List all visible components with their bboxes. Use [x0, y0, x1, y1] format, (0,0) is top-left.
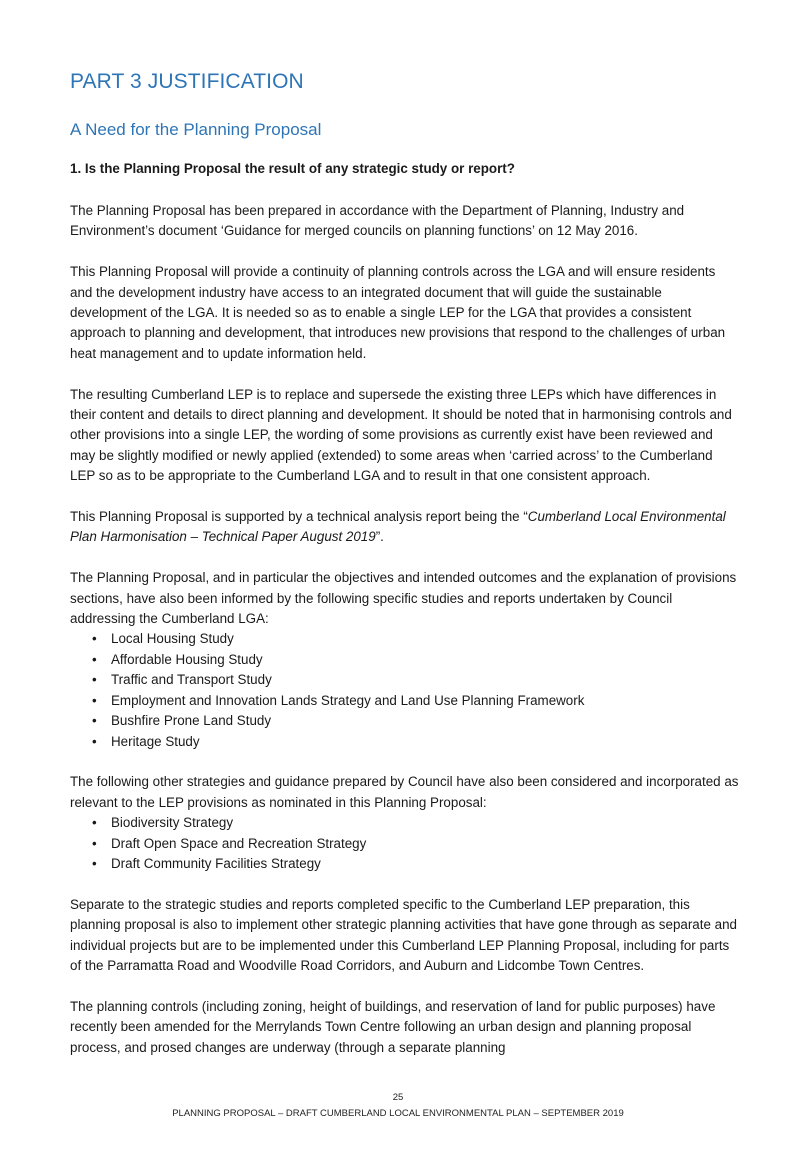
bullet-icon: • [92, 815, 97, 831]
technical-paper-title: Cumberland Local Environmental Plan Harmonisation – Technical Paper August 2019 [70, 509, 726, 545]
list-item [70, 711, 740, 731]
paragraph-1: The Planning Proposal has been prepared in accordance with the Department of Planning, Industry and Environment’s document ‘Guidance for merged councils on planning functions’ on 12 May 2016. [70, 203, 685, 239]
list-item [70, 732, 740, 752]
list-item-text: Traffic and Transport Study [111, 672, 272, 688]
list-item-text: Biodiversity Strategy [111, 815, 234, 831]
bullet-icon: • [92, 733, 97, 749]
document-body [70, 201, 740, 1058]
paragraph-4-before: This Planning Proposal is supported by a technical analysis report being the “ [70, 509, 528, 525]
page-number: 25 [392, 1092, 404, 1103]
bullet-icon: • [92, 651, 97, 667]
question-heading: 1. Is the Planning Proposal the result of any strategic study or report? [70, 161, 515, 176]
list-item [70, 670, 740, 690]
list-item-text: Bushfire Prone Land Study [111, 713, 272, 729]
list-item-text: Local Housing Study [111, 631, 234, 647]
paragraph-7: Separate to the strategic studies and reports completed specific to the Cumberland LEP preparation, this planning proposal is also to implement other strategic planning activities that have gone through as separate and individual projects but are to be implemented under this Cumberland LEP Planning Proposal, including for parts of the Parramatta Road and Woodville Road Corridors, and Auburn and Lidcombe Town Centres. [70, 896, 737, 973]
paragraph-6: The following other strategies and guidance prepared by Council have also been considered and incorporated as relevant to the LEP provisions as nominated in this Planning Proposal: [70, 774, 739, 810]
list-item-text: Employment and Innovation Lands Strategy and Land Use Planning Framework [111, 692, 585, 708]
paragraph-3: The resulting Cumberland LEP is to replace and supersede the existing three LEPs which have differences in their content and details to direct planning and development. It should be noted that in harmonising controls and other provisions into a single LEP, the wording of some provisions as currently exist have been reviewed and may be slightly modified or newly applied (extended) to some areas when ‘carried across’ to the Cumberland LEP so as to be appropriate to the Cumberland LGA and to result in that one consistent approach. [70, 386, 732, 484]
list-item [70, 854, 740, 874]
part-heading: PART 3 JUSTIFICATION [70, 70, 304, 93]
paragraph-4-after: ”. [375, 529, 384, 545]
list-item [70, 691, 740, 711]
bullet-icon: • [92, 835, 97, 851]
list-item-text: Heritage Study [111, 733, 200, 749]
footer-text: PLANNING PROPOSAL – DRAFT CUMBERLAND LOCAL ENVIRONMENTAL PLAN – SEPTEMBER 2019 [172, 1108, 624, 1119]
list-item [70, 813, 740, 833]
list-item [70, 629, 740, 649]
list-item [70, 834, 740, 854]
bullet-icon: • [92, 672, 97, 688]
section-heading: A Need for the Planning Proposal [70, 120, 322, 139]
list-item-text: Draft Community Facilities Strategy [111, 855, 321, 871]
bullet-icon: • [92, 713, 97, 729]
list-item-text: Affordable Housing Study [111, 651, 263, 667]
bullet-icon: • [92, 631, 97, 647]
bullet-icon: • [92, 855, 97, 871]
bullet-icon: • [92, 692, 97, 708]
list-item [70, 650, 740, 670]
paragraph-4 [70, 507, 740, 548]
paragraph-8: The planning controls (including zoning, height of buildings, and reservation of land for public purposes) have recently been amended for the Merrylands Town Centre following an urban design and planning proposal process, and prosed changes are underway (through a separate planning [70, 998, 716, 1055]
paragraph-2: This Planning Proposal will provide a continuity of planning controls across the LGA and will ensure residents and the development industry have access to an integrated document that will guide the sustainable development of the LGA. It is needed so as to enable a single LEP for the LGA that provides a consistent approach to planning and development, that introduces new provisions that respond to the challenges of urban heat management and to update information held. [70, 264, 726, 361]
strategies-list [70, 813, 740, 874]
paragraph-5: The Planning Proposal, and in particular the objectives and intended outcomes and the explanation of provisions sections, have also been informed by the following specific studies and reports undertaken by Council addressing the Cumberland LGA: [70, 570, 737, 627]
studies-list [70, 629, 740, 751]
list-item-text: Draft Open Space and Recreation Strategy [111, 835, 367, 851]
